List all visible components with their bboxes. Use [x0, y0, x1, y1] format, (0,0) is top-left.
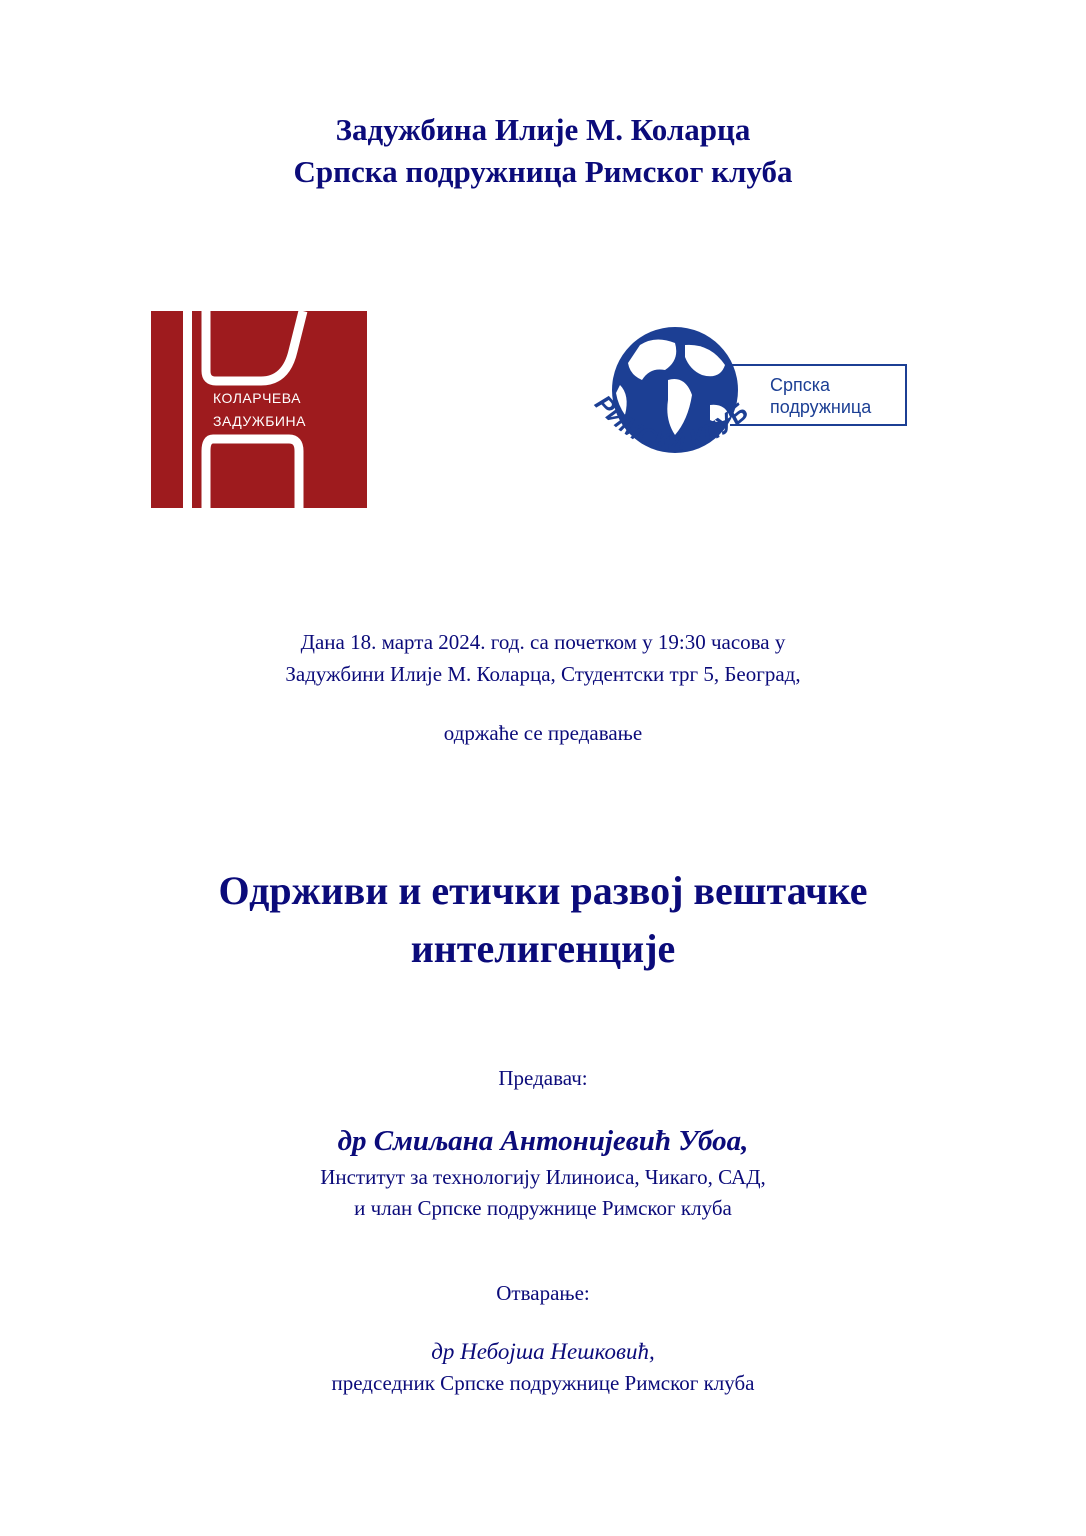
lecture-title-line-2: интелигенције — [410, 926, 676, 971]
lecture-title-line-1: Одрживи и етички развој вештачке — [218, 868, 868, 913]
intro-line-2: Задужбини Илије М. Коларца, Студентски трг 5, Београд, — [285, 662, 801, 686]
kolarac-foundation-logo — [151, 311, 367, 508]
kolarac-logo-line-1: КОЛАРЧЕВА — [213, 390, 301, 406]
lecturer-name: др Смиљана Антонијевић Убоа, — [337, 1125, 749, 1157]
intro-line-3: одржаће се предавање — [443, 721, 643, 745]
club-box-line-2: подружница — [770, 397, 872, 417]
club-of-rome-arc-text: РИМСКИ КЛУБ — [589, 389, 754, 457]
club-of-rome-logo — [580, 325, 925, 495]
intro-line-1: Дана 18. марта 2024. год. са почетком у 19:30 часова у — [300, 630, 786, 654]
opening-name: др Небојша Нешковић, — [431, 1339, 655, 1364]
club-box-line-1: Српска — [770, 375, 831, 395]
kolarac-logo-line-2: ЗАДУЖБИНА — [213, 413, 306, 429]
opening-label: Отварање: — [496, 1281, 590, 1305]
lecturer-affiliation-2: и члан Српске подружнице Римског клуба — [354, 1196, 732, 1220]
lecturer-label: Предавач: — [498, 1066, 588, 1090]
header-line-1: Задужбина Илије М. Коларца — [335, 112, 751, 147]
opening-role: председник Српске подружнице Римског клуба — [331, 1371, 755, 1395]
header-line-2: Српска подружница Римског клуба — [293, 154, 793, 189]
lecturer-affiliation-1: Институт за технологију Илиноиса, Чикаго, САД, — [320, 1165, 766, 1189]
